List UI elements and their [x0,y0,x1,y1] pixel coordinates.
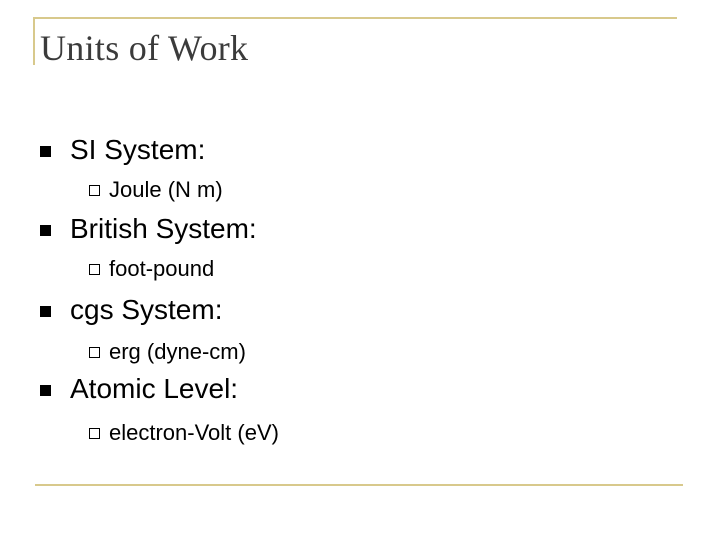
square-bullet-icon [40,306,51,317]
subbullet-text: electron-Volt (eV) [109,420,279,445]
slide-title: Units of Work [40,28,249,68]
subbullet-text: foot-pound [109,256,215,281]
hollow-square-bullet-icon [89,428,100,439]
bullet-heading: British System: [70,213,257,244]
square-bullet-icon [40,225,51,236]
left-decorative-line [33,17,35,65]
bottom-decorative-line [35,484,683,486]
hollow-square-bullet-icon [89,264,100,275]
bullet-heading: cgs System: [70,294,223,325]
square-bullet-icon [40,385,51,396]
bullet-heading: Atomic Level: [70,373,239,404]
hollow-square-bullet-icon [89,185,100,196]
hollow-square-bullet-icon [89,347,100,358]
subbullet-text: Joule (N m) [109,177,223,202]
square-bullet-icon [40,146,51,157]
subbullet-text: erg (dyne-cm) [109,339,246,364]
top-decorative-line [35,17,677,19]
bullet-heading: SI System: [70,134,206,165]
